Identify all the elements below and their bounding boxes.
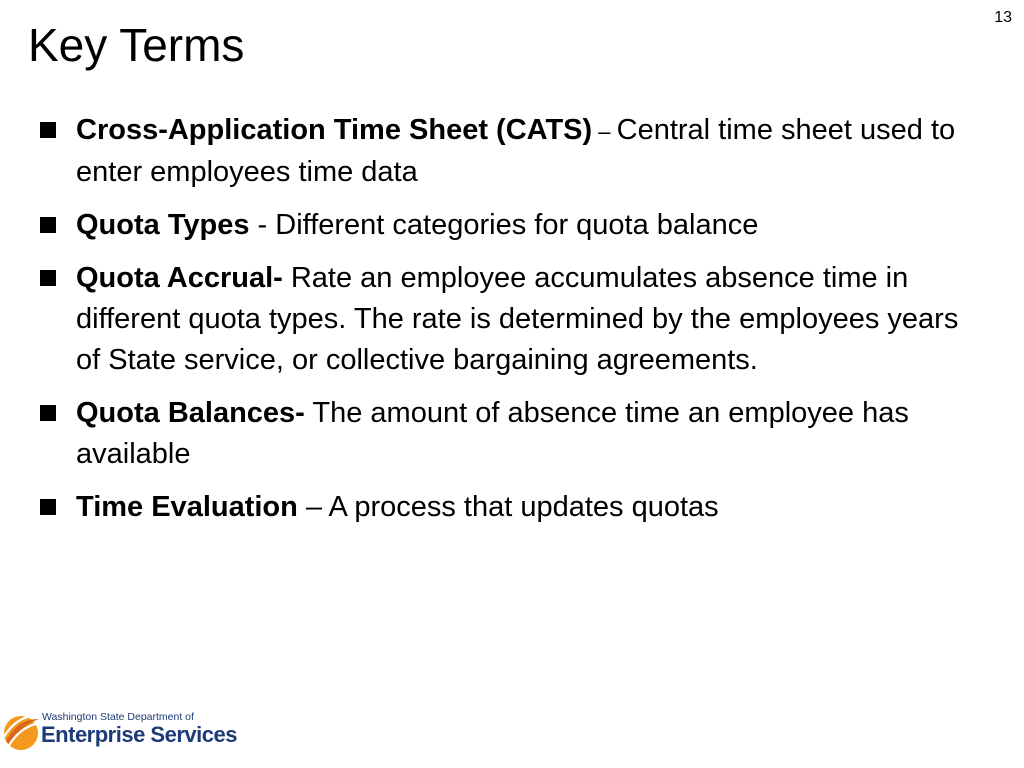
slide-title: Key Terms <box>28 19 245 71</box>
term-item-time-evaluation <box>36 487 976 528</box>
term-separator <box>283 262 291 294</box>
term-definition: Central time sheet used to enter employees time data <box>76 114 956 188</box>
term-definition: Different categories for quota balance <box>275 209 759 241</box>
term-definition: Rate an employee accumulates absence time in different quota types. The rate is determined by the employees years of State service, or collective bargaining agreements. <box>76 262 959 376</box>
logo <box>2 711 237 751</box>
term-separator: – <box>297 491 329 523</box>
square-bullet-icon <box>40 122 56 138</box>
term-item-quota-balances <box>36 393 976 475</box>
logo-agency-name: Enterprise Services <box>41 722 237 747</box>
term-item-quota-accrual <box>36 258 976 381</box>
logo-department-text: Washington State Department of <box>42 711 194 723</box>
term-definition: A process that updates quotas <box>328 491 719 523</box>
term-separator: - <box>249 209 276 241</box>
term-definition: The amount of absence time an employee has available <box>76 397 909 470</box>
term-name: Quota Balances- <box>76 397 305 429</box>
square-bullet-icon <box>40 217 56 233</box>
term-name: Cross-Application Time Sheet (CATS) <box>76 114 593 146</box>
term-item-quota-types <box>36 205 976 246</box>
key-terms-list <box>36 110 976 540</box>
term-name: Time Evaluation <box>76 491 298 523</box>
des-swoosh-icon <box>2 711 40 751</box>
term-item-cats <box>36 110 976 193</box>
square-bullet-icon <box>40 270 56 286</box>
square-bullet-icon <box>40 405 56 421</box>
term-separator: – <box>592 119 617 144</box>
term-name: Quota Accrual- <box>76 262 283 294</box>
term-name: Quota Types <box>76 209 250 241</box>
square-bullet-icon <box>40 499 56 515</box>
slide-number: 13 <box>994 9 1012 26</box>
